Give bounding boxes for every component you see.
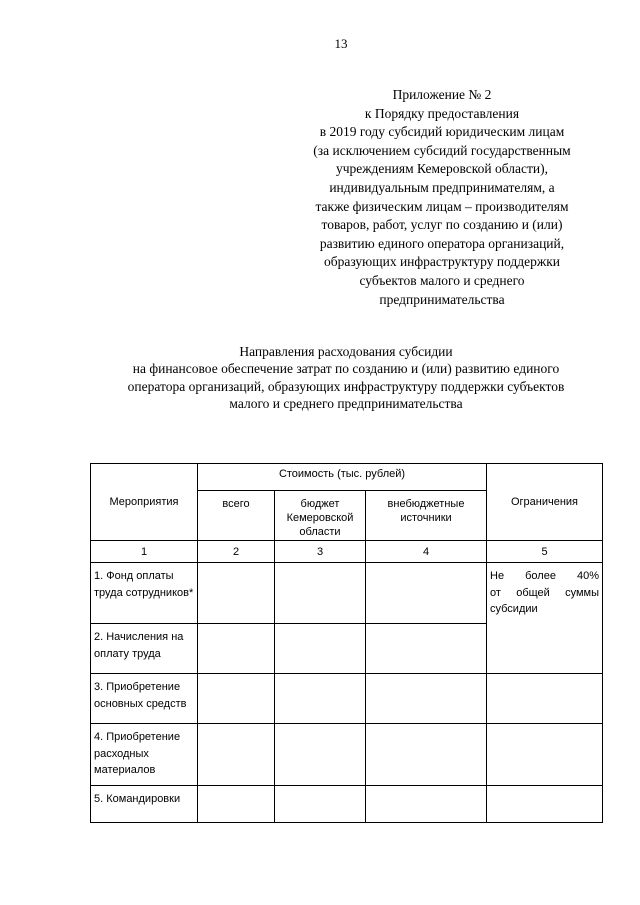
- extra-budget-cell: [366, 786, 487, 823]
- activity-cell: 4. Приобретение расходных материалов: [91, 724, 198, 786]
- total-cell: [198, 624, 275, 674]
- appendix-line: индивидуальным предпринимателям, а: [329, 179, 555, 195]
- appendix-line: субъектов малого и среднего: [359, 272, 525, 288]
- regional-budget-cell: [275, 724, 366, 786]
- total-cell: [198, 786, 275, 823]
- regional-budget-cell: [275, 563, 366, 624]
- document-title: [90, 343, 602, 412]
- appendix-header: [292, 86, 592, 309]
- header-restrictions: Ограничения: [487, 464, 603, 541]
- appendix-line: Приложение № 2: [392, 87, 492, 102]
- header-activities: Мероприятия: [91, 464, 198, 541]
- appendix-line: развитию единого оператора организаций,: [319, 235, 565, 251]
- appendix-line: предпринимательства: [379, 291, 505, 307]
- title-line: малого и среднего предпринимательства: [229, 395, 463, 411]
- title-line: на финансовое обеспечение затрат по созданию и (или) развитию единого: [132, 361, 560, 377]
- restriction-line: субсидии: [490, 603, 538, 615]
- title-line: Направления расходования субсидии: [239, 344, 453, 359]
- table-row: [91, 674, 603, 724]
- restriction-line: Не более 40%: [490, 570, 599, 582]
- appendix-line: (за исключением субсидий государственным: [313, 142, 571, 158]
- header-extra-budget: внебюджетные источники: [366, 491, 487, 541]
- restriction-cell: [487, 724, 603, 786]
- column-number: 3: [275, 541, 366, 563]
- regional-budget-cell: [275, 624, 366, 674]
- table-row: [91, 786, 603, 823]
- appendix-line: образующих инфраструктуру поддержки: [323, 254, 561, 270]
- extra-budget-cell: [366, 674, 487, 724]
- table-row: [91, 563, 603, 624]
- table-row: [91, 724, 603, 786]
- extra-budget-cell: [366, 724, 487, 786]
- header-regional-budget: бюджет Кемеровской области: [275, 491, 366, 541]
- header-cost: Стоимость (тыс. рублей): [198, 464, 487, 491]
- title-line: оператора организаций, образующих инфраструктуру поддержки субъектов: [127, 378, 565, 394]
- column-number-row: [91, 541, 603, 563]
- regional-budget-cell: [275, 786, 366, 823]
- expenditure-table: [90, 463, 603, 823]
- column-number: 1: [91, 541, 198, 563]
- total-cell: [198, 724, 275, 786]
- page-number: 13: [334, 36, 348, 51]
- total-cell: [198, 674, 275, 724]
- extra-budget-cell: [366, 563, 487, 624]
- restriction-cell: [487, 786, 603, 823]
- appendix-line: также физическим лицам – производителям: [315, 198, 569, 214]
- column-number: 4: [366, 541, 487, 563]
- total-cell: [198, 563, 275, 624]
- appendix-line: учреждениям Кемеровской области),: [335, 161, 549, 177]
- column-number: 5: [487, 541, 603, 563]
- restriction-cell: [487, 563, 603, 674]
- regional-budget-cell: [275, 674, 366, 724]
- activity-cell: 1. Фонд оплаты труда сотрудников*: [91, 563, 198, 624]
- activity-cell: 2. Начисления на оплату труда: [91, 624, 198, 674]
- appendix-line: в 2019 году субсидий юридическим лицам: [319, 124, 565, 140]
- column-number: 2: [198, 541, 275, 563]
- appendix-line: к Порядку предоставления: [364, 105, 520, 121]
- activity-cell: 3. Приобретение основных средств: [91, 674, 198, 724]
- restriction-line: от общей суммы: [490, 586, 599, 599]
- restriction-cell: [487, 674, 603, 724]
- extra-budget-cell: [366, 624, 487, 674]
- appendix-line: товаров, работ, услуг по созданию и (или): [321, 217, 563, 233]
- header-total: всего: [198, 491, 275, 541]
- activity-cell: 5. Командировки: [91, 786, 198, 823]
